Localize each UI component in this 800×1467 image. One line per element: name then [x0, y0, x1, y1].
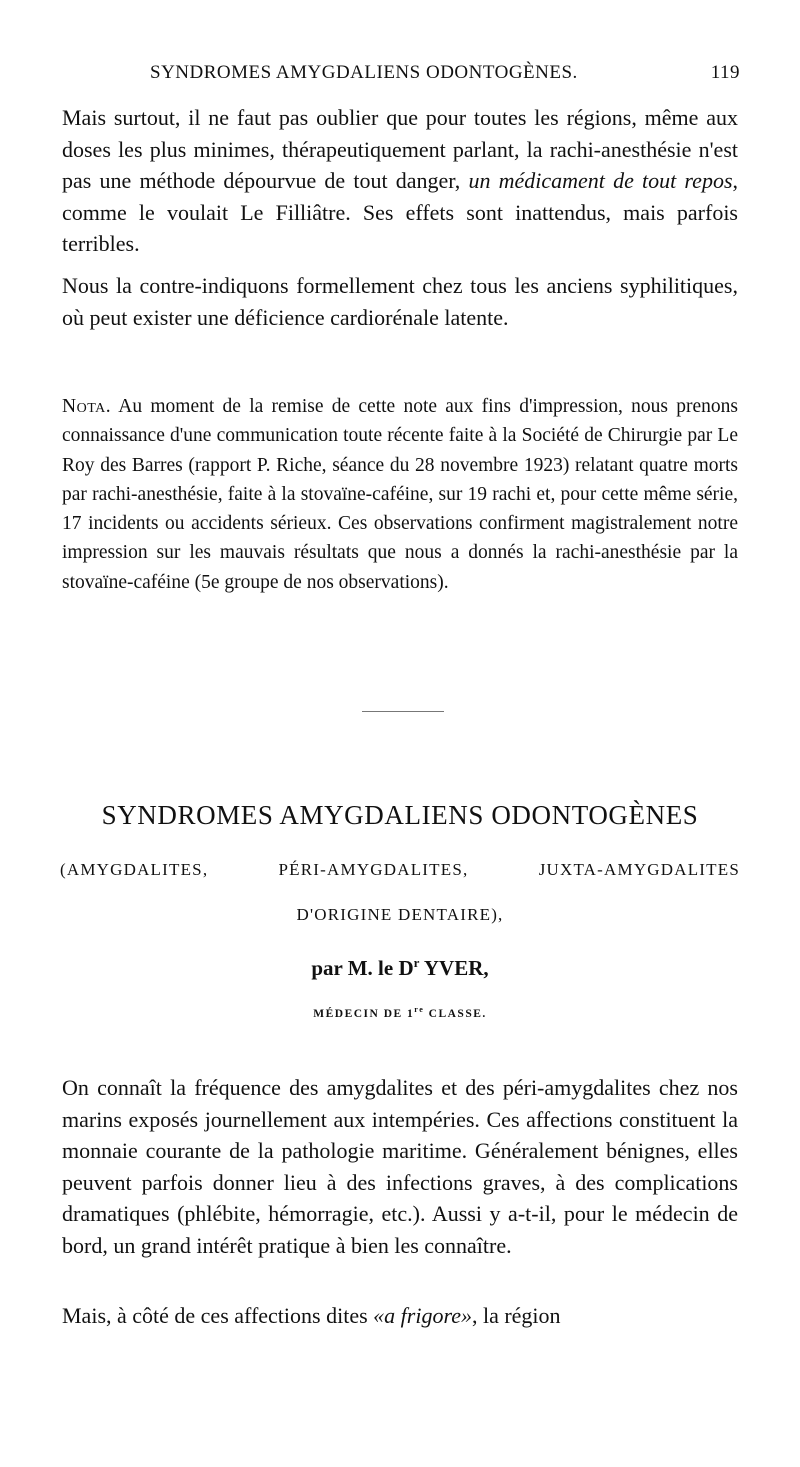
page-number: 119 — [710, 62, 740, 83]
running-head-title: SYNDROMES AMYGDALIENS ODONTOGÈNES. — [150, 62, 578, 83]
paragraph-text: Mais surtout, il ne faut pas oublier que pour toutes les régions, même aux doses les plus minimes, thérapeutiquement parlant, la rachi-anesthésie n'est pas une méthode dépourvue de tout danger, — [62, 105, 738, 193]
running-head — [60, 62, 740, 86]
article-subtitle-line2: D'ORIGINE DENTAIRE), — [296, 905, 504, 924]
byline-sup: r — [413, 955, 420, 970]
paragraph-continuation — [62, 1300, 738, 1332]
article-title: SYNDROMES AMYGDALIENS ODONTOGÈNES — [101, 800, 699, 830]
italic-phrase: un médicament de tout repos — [468, 168, 733, 193]
paragraph-text: , comme le voulait Le Filliâtre. Ses effets sont inattendus, mais parfois terribles. — [62, 168, 739, 256]
nota-note — [62, 392, 738, 597]
author-affiliation — [0, 1005, 800, 1020]
affiliation-sup: re — [414, 1005, 425, 1014]
paragraph-rachi-danger — [62, 102, 738, 260]
italic-phrase: «a frigore» — [373, 1303, 472, 1328]
author-name: YVER, — [419, 956, 489, 980]
paragraph-text: Mais, à côté de ces affections dites — [62, 1303, 368, 1328]
nota-label: Nota. — [62, 396, 112, 417]
paragraph-intro: On connaît la fréquence des amygdalites et des péri-amygdalites chez nos marins exposés journellement aux intempéries. Ces affections constituent la monnaie courante de la pathologie maritime. Généralement bénignes, elles peuvent parfois donner lieu à des infections graves, à des complications dramatiques (phlébite, hémorragie, etc.). Aussi y a-t-il, pour le médecin de bord, un grand intérêt pratique à bien les connaître. — [62, 1075, 738, 1258]
article-subtitle-line1: (AMYGDALITES, PÉRI-AMYGDALITES, JUXTA-AMYGDALITES — [60, 860, 740, 879]
affiliation-suffix: CLASSE. — [424, 1007, 487, 1020]
byline-prefix: par M. le D — [311, 956, 414, 980]
section-divider — [362, 711, 444, 712]
paragraph-text: , la région — [471, 1303, 561, 1328]
nota-text: Au moment de la remise de cette note aux fins d'impression, nous prenons connaissance d'une communication toute récente faite à la Société de Chirurgie par Le Roy des Barres (rapport P. Riche, séance du 28 novembre 1923) relatant quatre morts par rachi-anesthésie, faite à la stovaïne-caféine, sur 19 rachi et, pour cette même série, 17 incidents ou accidents sérieux. Ces observations confirment magistralement notre impression sur les mauvais résultats que nous a donnés la rachi-anesthésie par la stovaïne-caféine (5e groupe de nos observations). — [62, 396, 738, 593]
author-byline — [0, 955, 800, 981]
paragraph-contre-indication: Nous la contre-indiquons formellement chez tous les anciens syphilitiques, où peut exister une déficience cardiorénale latente. — [62, 273, 738, 330]
affiliation-prefix: MÉDECIN DE 1 — [313, 1007, 415, 1020]
